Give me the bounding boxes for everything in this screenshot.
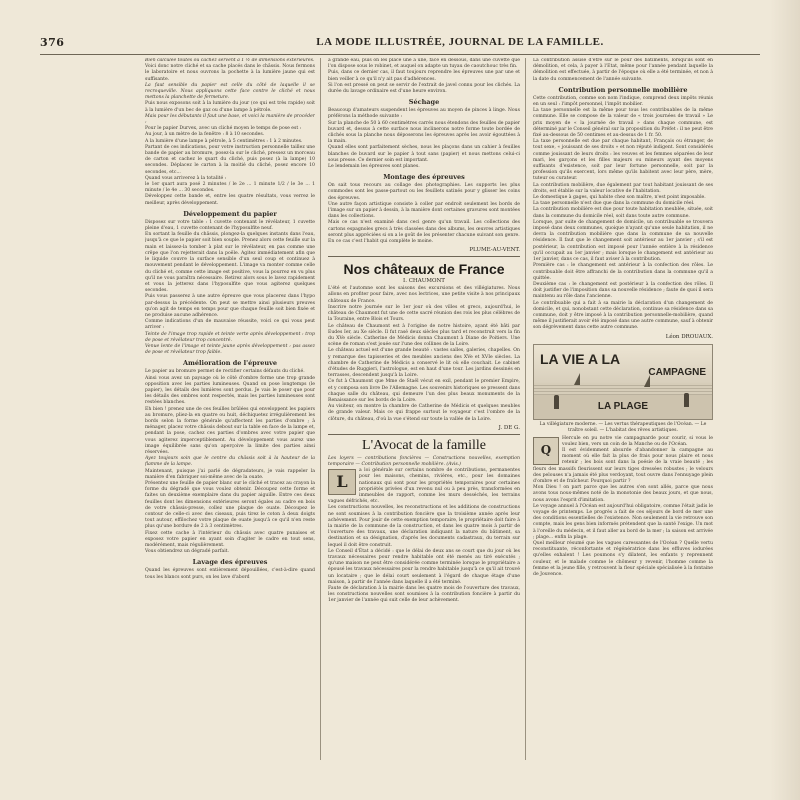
paragraph: Au visiteur, on montre la chambre de Catherine de Médicis et quelques meubles de grande valeur. Mais ce qui frappe surtout le voyageur c'est l'ombre de la clôture, du château, d'où la vue s'étend sur toute la vallée de la Loire. bbox=[328, 404, 520, 422]
article-signature: PLUME-AU-VENT. bbox=[469, 247, 520, 254]
paragraph: Hercule en pu notre vie campagnarde pour courir, si vous le voulez bien, vers un coin de la Manche ou de l'Océan. bbox=[562, 435, 713, 447]
paragraph: Cette contribution, comme son nom l'indique, comprend deux impôts réunis en un seul : l'impôt personnel, l'impôt mobilier. bbox=[533, 95, 713, 108]
paragraph: La taxe personnelle est la même pour tous les contribuables de la même commune. Elle se compose de la valeur de « trois journées de travail » Le prix moyen de « la journée de travail » dans chaque commune, est déterminé par le Conseil général sur la proposition du Préfet : il ne peut être fixé au-dessous de 50 centimes et au-dessus de 1 fr. 50. bbox=[533, 108, 713, 139]
paragraph: La taxe personnelle est due par chaque habitant, Français ou étranger, de tout sexe, « jouissant de ses droits » et non réputé indigent. Sont considérés comme jouissant de leurs droits : les veuves et les femmes séparées de leur mari, les garçons et les filles majeurs ou mineurs ayant des moyens suffisants d'existence, soit par leur fortune personnelle, soit par la profession qu'ils exercent, lors même qu'ils habitent avec leur père, mère, tuteur ou curateur. bbox=[533, 139, 713, 182]
article-subtitle: I. CHAUMONT bbox=[403, 278, 445, 285]
paragraph: Bien calculée toutes ou cachez servent à 1 ½ de dimensions extérieures. bbox=[145, 58, 315, 63]
beach-illustration bbox=[533, 344, 713, 420]
paragraph: Quand vous arriverez à la totalité : bbox=[145, 175, 227, 181]
paragraph: Le contribuable qui a fait à sa mairie la déclaration d'un changement de domicile, et qui, nonobstant cette déclaration, continue sa résidence dans sa commune, doit y être imposé à la contribution personnelle-mobilière, quand même il justifierait avoir été imposé dans une autre commune, sauf à obtenir son dégrèvement dans cette autre commune. bbox=[533, 300, 713, 331]
paragraph: Les constructions nouvelles, les reconstructions et les additions de constructions ne sont soumises à la contribution foncière que la troisième année après leur achèvement. Pour jouir de cette exemption temporaire, le propriétaire doit faire à la mairie de la commune de la construction, et dans les quatre mois à partir de l'ouverture des travaux, une déclaration indiquant la nature du bâtiment, sa destination et sa désignation, d'après les documents cadastraux, du terrain sur lequel il doit être construit. bbox=[328, 505, 520, 548]
paragraph: Ce fut à Chaumont que Mme de Staël vécut en exil, pendant le premier Empire, et y composa son livre De l'Allemagne. Les souvenirs historiques se pressent dans chaque salle du château, qui demeure l'un des plus beaux monuments de la Renaissance sur les bords de la Loire. bbox=[328, 379, 520, 403]
paragraph: Faute de déclaration à la mairie dans les quatre mois de l'ouverture des travaux, les constructions nouvelles sont soumises à la contribution foncière à partir du 1er janvier de l'année qui suit celle de leur achèvement. bbox=[328, 586, 520, 604]
paragraph: La faut sensible du papier est celle du côté de laquelle il se recroqueville. Nous appliquons cette face contre le cliché et nous mettons la planchette de fermeture. bbox=[145, 82, 315, 101]
paragraph: Il est évidemment absurde d'abandonner la campagne au moment où elle fait la plus de frais pour nous plaire et nous retenir ; les bois sont dans la poésie de la vraie beauté ; les fleurs des massifs fleurissent sur leurs tiges dressées robustes ; le velours des pelouses n'a jamais été plus verdoyant, tout ouvre dans l'ennuyage plein d'ombre et de fraîcheur. Pourquoi partir ? bbox=[533, 447, 713, 484]
section-heading: Contribution personnelle mobilière bbox=[558, 85, 688, 94]
column-3 bbox=[533, 58, 713, 760]
paragraph: a loi générale sur certains nombre de contributions, permanentes pour les maisons, chemins, rivières, etc., pour les domaines nationaux qui sont pour les propriétés temporaires pour certaines propriétés privées d'un revenu nul ou à peu près, transformées en immeubles de rapport, comme les murs desséchés, les terrains vagues défrichés, etc. bbox=[328, 468, 520, 505]
paragraph: Le domestique à gages, qui habite chez son maître, n'est point imposable. bbox=[533, 195, 706, 201]
paragraph: Venue lente de l'image et teinte jaune après développement : pas assez de pose et révélateur trop faible. bbox=[145, 343, 315, 356]
paragraph: Le voyage annuel à l'Océan est aujourd'hui obligatoire, comme l'était jadis le voyage de printemps. Le progrès a fait de ces séjours de bord de mer une des conditions essentielles de l'existence. Non seulement la vie retrouve son compte, mais les gens bien informés prétendent que la santé l'exige. Un mot à l'oreille du médecin, et il faut aller au bord de la mer ; la saison est arrivée ; plage... enfin la plage. bbox=[533, 503, 713, 540]
paragraph: Lorsque, par suite de changement de domicile, un contribuable se trouvera imposé dans deux communes, quoique n'ayant qu'une seule habitation, il ne devra la contribution mobilière que dans la commune de sa nouvelle résidence. Il faut que le changement soit antérieur au 1er janvier ; s'il est postérieur, la contribution est imposé pour l'année entière à la résidence qu'il occupait au 1er janvier ; mais lorsque le changement est antérieur au 1er janvier, dans ce cas, il faut aviser à la contribution. bbox=[533, 219, 713, 263]
paragraph: Le papier au bromure permet de rectifier certains défauts du cliché. bbox=[145, 369, 305, 375]
paragraph: La taxe personnelle n'est due que dans la commune du domicile réel. bbox=[533, 201, 695, 207]
paragraph: Quel meilleur résumé que les vagues caressantes de l'Océan ? Quelle vertu reconstituante, réconfortante et régénératrice dans les effluves iodurées qu'elles exhalent ! Les poumons s'y dilatent, les enfants y reprennent couleur, et le malade comme le chômeur y revenir, l'homme comme la femme et la jeune fille, y retrouvent la fleur spéciale spécialisée à la fontaine de Jouvence. bbox=[533, 540, 713, 577]
paragraph: Ainsi vous avez un paysage où le côté d'ombre forme une trop grande opposition avec les parties lumineuses. Quand on pose longtemps (le papier), les détails des lumières sont perdus. Je vais le poser que pour les détails des ombres sont respectés, mais les parties lumineuses sont restées blanches. bbox=[145, 375, 315, 406]
paragraph: Le Conseil d'État a décidé : que le délai de deux ans se court que du jour où les travaux nécessaires pour rendre habitable ont été menés au tiré exécutés ; qu'une maison ne peut être considérée comme terminée lorsque le propriétaire a épousé les travaux nécessaires pour la rendre habitable jusqu'à ce qu'il ait trouvé un locataire ; que le délai court seulement à l'égard de chaque étage d'une maison, à partir de l'année dans laquelle il a été terminé. bbox=[328, 548, 520, 585]
sailboat-icon bbox=[574, 373, 580, 385]
paragraph: à grande eau, puis on les place une à une, face en dessous, dans une cuvette que l'on dispose sous le robinet, et auquel on adapte un tuyau de caoutchouc très fin. bbox=[328, 58, 520, 70]
paragraph: Une autre façon artistique consiste à coller par endroit seulement les bords de l'image sur un papier à dessin, à la manière dont certaines gravures sont montées dans les collections. bbox=[328, 201, 520, 220]
column-1 bbox=[145, 58, 315, 760]
paragraph: On sait tous recours au collage des photographies. Les supports les plus commodes sont les passe-partout ou les feuillets satinés pour y glisser les coins des épreuves. bbox=[328, 183, 520, 201]
article-signature: J. DE G. bbox=[498, 424, 520, 431]
paragraph: Disposez sur votre table : 1 cuvette contenant le révélateur, 1 cuvette pleine d'eau, 1 cuvette contenant de l'hyposulfite neuf. bbox=[145, 219, 315, 232]
column-divider bbox=[525, 58, 526, 760]
paragraph: Présentez une feuille de papier blanc sur le cliché et tracez au crayon la forme du dégradé que vous voulez obtenir. Découpez cette forme et faites un deuxième exemplaire dans du papier aiguille. Entre ces deux feuilles dont les dimensions extérieures seront égales au cadre en bois de votre châssis-presse, collez une plaque de ouate. Découpez le contour de celle-ci avec des ciseaux, puis tirez le coton à deux doigts tout autour, effilochez votre plaque de ouate jusqu'à ce qu'il n'en reste plus qu'une bordure de 2 à 3 centimètres. bbox=[145, 481, 315, 530]
paragraph: Le lendemain les épreuves sont planes. bbox=[328, 164, 420, 170]
paragraph: Comme indications d'un de mauvaise réussite, voici ce qui vous peut arriver : bbox=[145, 319, 315, 331]
paragraph: Mais ce cas n'est examiné dans ceci genre qu'un travail. Les collections des cartons espagnoles grecs à très classées dans des albums, les œuvres artistiques seront plus appréciées si on a le goût de les présenter chacune suivant son genre. bbox=[328, 220, 520, 238]
section-heading: Séchage bbox=[408, 98, 440, 107]
paragraph: Eh bien ! prenez une de ces feuilles brûlées qui enveloppent les papiers au bromure, pliez-la en quatre ou huit, déchiquetez irrégulièrement les bords selon la forme générale qu'affectent les parties d'ombre ; à ménager, placez votre châssis debout sur la table en face de la lampe et, pendant la pose, cachez ces parties d'ombres avec votre papier que vous agiterez imperceptiblement. Au développement vous aurez une image équilibrée sans qu'on aperçoive la limite des parties ainsi réservées. bbox=[145, 406, 315, 455]
decorated-initial bbox=[533, 437, 559, 465]
paragraph: Au jour, à un mètre de la fenêtre : 8 à 10 secondes. bbox=[145, 132, 265, 138]
paragraph: Développez cette bande et, entre les quatre résultats, vous verrez le meilleur, après développement. bbox=[145, 194, 315, 206]
paragraph: La contribution mobilière est due pour toute habitation meublée, située, soit dans la commune du domicile réel, soit dans toute autre commune. bbox=[533, 207, 713, 219]
paragraph: Teinte de l'image trop rapide et teinte verte après développement : trop de pose et révélateur trop concentré. bbox=[145, 331, 315, 343]
initial-letter-icon: L bbox=[336, 472, 348, 492]
paragraph: Le château actuel est d'une grande beauté : vastes salles, galeries, chapelles. On y remarque des tapisseries et des meubles anciens des XVe et XVIe siècles. La chambre de Catherine de Médicis a conservé le lit où elle couchait. Le cabinet d'études de Ruggieri, l'astrologue, est en haut d'une tour. Les jardins dessinés en terrasses, descendent jusqu'à la Loire. bbox=[328, 348, 520, 379]
section-heading: Développement du papier bbox=[183, 209, 277, 218]
header-rule bbox=[40, 54, 760, 55]
journal-title: LA MODE ILLUSTRÉE, JOURNAL DE LA FAMILLE. bbox=[316, 36, 604, 48]
illustration-heading: CAMPAGNE bbox=[648, 366, 706, 378]
paragraph: Si l'on est pressé on peut se servir de l'extrait de javel connu pour les clichés. La durée du lavage ordinaire est d'une heure environ. bbox=[328, 82, 520, 95]
divider bbox=[328, 256, 520, 257]
paragraph: Mais pour les débutants il faut une base, et voici la manière de procéder : bbox=[145, 113, 315, 126]
paragraph: La contribution mobilière, due également par tout habitant jouissant de ses droits, est établie sur la valeur locative de l'habitation. bbox=[533, 182, 713, 194]
illustration-heading: LA PLAGE bbox=[597, 400, 649, 412]
paragraph: Puis, dans ce dernier cas, il faut toujours reprendre les épreuves une par une et bien veiller à ce qu'il n'y ait pas d'adhérences. bbox=[328, 70, 520, 82]
paragraph: A la lumière d'une lampe à pétrole, à 5 centimètres : 1 à 2 minutes. bbox=[145, 138, 303, 144]
paragraph: La contribution assise d'être sur le pour des bâtiments, lorsqu'ils sont en démolition, et cela, à payer à l'Etat, même pour l'année pendant laquelle la démolition est effectuée, à partir de l'époque où elle a été terminée, et non à la date du commencement de l'année suivante. bbox=[533, 58, 713, 82]
decorated-initial bbox=[328, 469, 356, 495]
illustration-heading: LA VIE A LA bbox=[540, 350, 621, 367]
paragraph: Ayez toujours soin que le centre du châssis soit à la hauteur de la flamme de la lampe. bbox=[145, 456, 315, 468]
paragraph: le 1er quart aura posé 2 minutes / le 2e ... 1 minute 1/2 / le 3e ... 1 minute / le 4e ... 30 secondes. bbox=[145, 182, 315, 194]
article-summary: Les loyers — contributions foncières — Constructions nouvelles, exemption temporaire — Contribution personnelle mobilière. (Avis.) bbox=[328, 455, 520, 467]
article-title: L'Avocat de la famille bbox=[362, 437, 486, 453]
section-heading: Montage des épreuves bbox=[383, 173, 465, 182]
paragraph: Inscrire notre journée sur le 1er jour où des villes et grecs, aujourd'hui, le château de Chaumont fut une de cette sacré réunion des rois les plus célèbres de la Touraine, entre Blois et Tours. bbox=[328, 304, 520, 323]
paragraph: L'été et l'automne sont les saisons des excursions et des villégiatures. Nous allons en profiter pour faire, avec nos lectrices, une petite visite à nos principaux châteaux de France. bbox=[328, 286, 520, 304]
page-number: 376 bbox=[40, 36, 65, 49]
paragraph: Quand les épreuves sont entièrement dépouillées, c'est-à-dire quand tous les blancs sont purs, on les lave d'abord bbox=[145, 568, 315, 580]
section-heading: Amélioration de l'épreuve bbox=[182, 359, 278, 368]
paragraph: Première cas : le changement est antérieur à la confection des rôles. Le contribuable doit être affranchi de la contribution dans la commune qu'il a quittée. bbox=[533, 263, 713, 281]
section-heading: Lavage des épreuves bbox=[192, 558, 268, 567]
paragraph: Voici donc notre cliché et sa cache placés dans le châssis. Nous fermons le laboratoire et nous ouvrons la pochette à la lumière jaune qui est suffisante. bbox=[145, 64, 315, 82]
page-header bbox=[40, 36, 760, 52]
paragraph: Beaucoup d'amateurs suspendent les épreuves au moyen de pinces à linge. Nous préférons la méthode suivante : bbox=[328, 108, 520, 120]
paragraph: Vous obtiendrez un dégradé parfait. bbox=[145, 549, 229, 555]
paragraph: En sortant la feuille du châssis, plongez-la quelques instants dans l'eau, jusqu'à ce que le papier soit bien souple. Prenez alors cette feuille sur la main et laissez-la tomber à plat sur le révélateur, en pas comme une crêpe que l'on rejetterait dans la poêle. Agitez immédiatement afin que le liquide couvre la surface sensible d'un seul coup et continuez à mouvement pendant le développement. L'image va monter comme celle du cliché et, comme cette image est positive, vous la pourrez en vu plus qu'il ne vous paraîtra nécessaire. Retirez alors sous le lavez rapidement et vous la jetterez dans l'hyposulfite que vous agiterez quelques secondes. bbox=[145, 232, 315, 294]
paragraph: Pour le papier Durvex, avec un cliché moyen le temps de pose est : bbox=[145, 126, 302, 132]
divider bbox=[328, 434, 520, 435]
paragraph: En ce cas c'est l'habit qui complète le moine. bbox=[328, 239, 434, 245]
article-signature: Léon DROUAUX. bbox=[665, 333, 713, 340]
paragraph: Fixez cette cache à l'intérieur du châssis avec quatre punaises et exposez votre papier en ayant soin d'agiter le cadre en tout sens, modérément, mais régulièrement. bbox=[145, 530, 315, 549]
paragraph: Puis vous passerez à une autre épreuve que vous placerez dans l'hypo par-dessus la précédente. On peut se mettre ainsi plusieurs preuves qu'on agit de temps en temps pour que chaque feuille soit bien fixée et ne produise aucune adhérence. bbox=[145, 294, 315, 318]
paragraph: Sur la planche de 50 à 60 centimètres carrés nous étendons des feuilles de papier buvard et, dessus à cette surface nous inclinerons notre forme toute bordée de clichés sous la planche nous déposerons les épreuves après les avoir égouttées à la main. bbox=[328, 120, 520, 145]
column-2 bbox=[328, 58, 520, 760]
paragraph: Le château de Chaumont est à l'origine de notre histoire, ayant été bâti par Eudes Ier, au Xe siècle. Il fut rasé deux siècles plus tard et reconstruit vers la fin du XVe siècle. Catherine de Médicis donna Chaumont à Diane de Poitiers. Une scène de roman s'est jouée sur l'une des collines de la Loire. bbox=[328, 323, 520, 348]
paragraph: Mon Dieu ! on part parce que les autres s'en sont allés, parce que nous avons tous nous-mêmes noté de la monotonie des beaux jours, et que nous, nous avons l'esprit d'imitation. bbox=[533, 485, 713, 503]
initial-letter-icon: Q bbox=[540, 442, 552, 457]
paragraph: Puis nous exposons soit à la lumière du jour (ce qui est très rapide) soit à la lumière d'un bec de gaz ou d'une lampe à pétrole. bbox=[145, 101, 315, 113]
paragraph: Quand elles sont parfaitement sèches, nous les plaçons dans un cahier à feuilles blanches de buvard sur le papier à tout sans (papier) et nous mettons celui-ci sous presse. Ce dernier soin est important. bbox=[328, 145, 520, 163]
paragraph: Partant de ces indications, pour votre instruction personnelle taillez une bande de papier au bromure, posez-la sur le cliché, pressez un morceau de carton et cachez le quart du cliché, puis posez (à la lampe) 10 secondes. Déplacez le carton à la moitié du cliché, posez encore 10 secondes, etc... bbox=[145, 144, 315, 175]
column-divider bbox=[320, 58, 321, 760]
paragraph: Maintenant, puisque j'ai parlé de dégradateurs, je vais rappeler la manière d'en fabriquer soi-même avec de la ouate. bbox=[145, 468, 315, 480]
illustration-caption: La villégiature moderne. — Les vertus thérapeutiques de l'Océan. — Le traître soleil. — L'habitat des rêves artistiques. bbox=[539, 421, 707, 433]
article-title: Nos châteaux de France bbox=[343, 261, 505, 278]
paragraph: Deuxième cas : le changement est postérieur à la confection des rôles. Il doit justifier de l'imposition dans sa nouvelle résidence ; faute de quoi il sera maintenu au rôle dans l'ancienne. bbox=[533, 281, 713, 300]
